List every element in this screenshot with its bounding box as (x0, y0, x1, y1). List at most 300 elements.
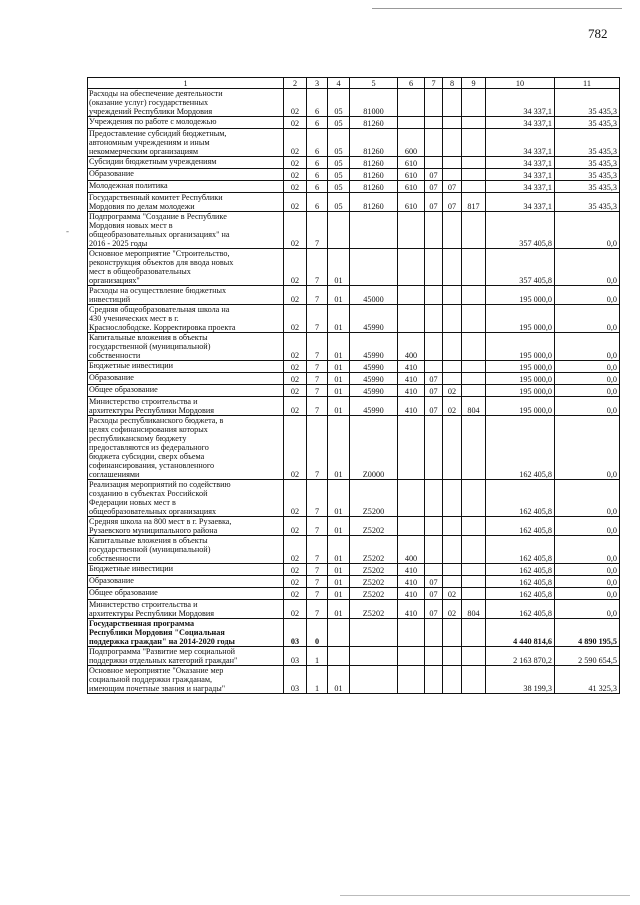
col7-cell (425, 416, 443, 480)
col4-cell: 05 (328, 193, 350, 212)
col8-cell: 02 (443, 385, 462, 397)
col6-cell (398, 249, 425, 286)
amount-col10-cell: 34 337,1 (486, 181, 555, 193)
amount-col11-cell: 0,0 (555, 361, 620, 373)
col4-cell: 01 (328, 588, 350, 600)
col6-cell: 400 (398, 536, 425, 564)
col4-cell: 05 (328, 181, 350, 193)
col5-cell (350, 666, 398, 694)
table-row (88, 588, 620, 600)
amount-col11-cell: 0,0 (555, 397, 620, 416)
col2-cell: 02 (284, 385, 307, 397)
col-header-1: 1 (88, 78, 284, 89)
col2-cell: 02 (284, 129, 307, 157)
row-name-cell: Капитальные вложения в объекты государственной (муниципальной) собственности (88, 536, 284, 564)
col8-cell (443, 373, 462, 385)
col6-cell (398, 416, 425, 480)
amount-col11-cell: 35 435,3 (555, 89, 620, 117)
amount-col10-cell: 162 405,8 (486, 600, 555, 619)
col3-cell: 7 (307, 600, 328, 619)
col4-cell: 05 (328, 129, 350, 157)
col8-cell: 07 (443, 193, 462, 212)
col-header-11: 11 (555, 78, 620, 89)
col7-cell: 07 (425, 373, 443, 385)
col7-cell: 07 (425, 576, 443, 588)
col7-cell: 07 (425, 600, 443, 619)
col7-cell (425, 361, 443, 373)
col7-cell (425, 333, 443, 361)
col8-cell (443, 169, 462, 181)
amount-col10-cell: 162 405,8 (486, 576, 555, 588)
row-name-cell: Реализация мероприятий по содействию созданию в субъектах Российской Федерации новых мест в общеобразовательных организациях (88, 480, 284, 517)
col5-cell: 45000 (350, 286, 398, 305)
amount-col10-cell: 34 337,1 (486, 193, 555, 212)
col3-cell: 7 (307, 536, 328, 564)
col2-cell: 02 (284, 576, 307, 588)
col4-cell: 01 (328, 536, 350, 564)
col6-cell (398, 647, 425, 666)
budget-table (87, 77, 620, 694)
col-header-8: 8 (443, 78, 462, 89)
col5-cell: Z5202 (350, 517, 398, 536)
col9-cell (462, 647, 486, 666)
amount-col11-cell: 41 325,3 (555, 666, 620, 694)
col3-cell: 0 (307, 619, 328, 647)
col3-cell: 6 (307, 117, 328, 129)
col2-cell: 02 (284, 333, 307, 361)
col3-cell: 7 (307, 517, 328, 536)
amount-col11-cell: 35 435,3 (555, 181, 620, 193)
amount-col11-cell: 4 890 195,5 (555, 619, 620, 647)
col7-cell: 07 (425, 193, 443, 212)
col2-cell: 02 (284, 517, 307, 536)
col5-cell: 81260 (350, 181, 398, 193)
col-header-5: 5 (350, 78, 398, 89)
col5-cell (350, 212, 398, 249)
row-name-cell: Общее образование (88, 385, 284, 397)
col2-cell: 02 (284, 480, 307, 517)
col8-cell (443, 361, 462, 373)
col3-cell: 7 (307, 373, 328, 385)
amount-col11-cell: 0,0 (555, 536, 620, 564)
col7-cell (425, 249, 443, 286)
col3-cell: 7 (307, 397, 328, 416)
col8-cell (443, 480, 462, 517)
col5-cell: 45990 (350, 305, 398, 333)
amount-col11-cell: 35 435,3 (555, 169, 620, 181)
amount-col10-cell: 357 405,8 (486, 249, 555, 286)
col4-cell: 05 (328, 169, 350, 181)
row-name-cell: Средняя общеобразовательная школа на 430 ученических мест в г. Краснослободске. Корректировка проекта (88, 305, 284, 333)
row-name-cell: Учреждения по работе с молодежью (88, 117, 284, 129)
col5-cell: 81000 (350, 89, 398, 117)
col9-cell (462, 117, 486, 129)
amount-col11-cell: 0,0 (555, 416, 620, 480)
table-row (88, 117, 620, 129)
row-name-cell: Расходы на осуществление бюджетных инвестиций (88, 286, 284, 305)
col8-cell (443, 249, 462, 286)
col4-cell: 01 (328, 249, 350, 286)
col5-cell: 45990 (350, 385, 398, 397)
col5-cell (350, 249, 398, 286)
col7-cell (425, 157, 443, 169)
col-header-7: 7 (425, 78, 443, 89)
table-row (88, 647, 620, 666)
bottom-rule (340, 895, 630, 896)
amount-col11-cell: 0,0 (555, 480, 620, 517)
col5-cell: 45990 (350, 397, 398, 416)
amount-col11-cell: 35 435,3 (555, 129, 620, 157)
col7-cell (425, 647, 443, 666)
col8-cell (443, 212, 462, 249)
table-row (88, 517, 620, 536)
amount-col11-cell: 2 590 654,5 (555, 647, 620, 666)
row-name-cell: Средняя школа на 800 мест в г. Рузаевка, Рузаевского муниципального района (88, 517, 284, 536)
col8-cell (443, 129, 462, 157)
col8-cell: 02 (443, 397, 462, 416)
amount-col11-cell: 35 435,3 (555, 157, 620, 169)
col8-cell (443, 576, 462, 588)
table-row (88, 305, 620, 333)
col3-cell: 7 (307, 588, 328, 600)
amount-col10-cell: 34 337,1 (486, 169, 555, 181)
col2-cell: 02 (284, 212, 307, 249)
col9-cell (462, 666, 486, 694)
row-name-cell: Образование (88, 373, 284, 385)
row-name-cell: Основное мероприятие "Строительство, реконструкция объектов для ввода новых мест в общеобразовательных организациях" (88, 249, 284, 286)
col3-cell: 7 (307, 480, 328, 517)
col8-cell (443, 619, 462, 647)
col8-cell (443, 517, 462, 536)
col8-cell (443, 564, 462, 576)
col3-cell: 7 (307, 212, 328, 249)
col2-cell: 02 (284, 286, 307, 305)
col4-cell: 01 (328, 286, 350, 305)
col7-cell (425, 480, 443, 517)
col8-cell (443, 305, 462, 333)
col9-cell: 804 (462, 600, 486, 619)
row-name-cell: Министерство строительства и архитектуры Республики Мордовия (88, 397, 284, 416)
amount-col10-cell: 34 337,1 (486, 129, 555, 157)
amount-col10-cell: 195 000,0 (486, 361, 555, 373)
col4-cell: 01 (328, 416, 350, 480)
col4-cell (328, 647, 350, 666)
col2-cell: 02 (284, 117, 307, 129)
col9-cell (462, 89, 486, 117)
amount-col10-cell: 4 440 814,6 (486, 619, 555, 647)
col4-cell (328, 619, 350, 647)
col6-cell (398, 117, 425, 129)
col4-cell: 01 (328, 373, 350, 385)
col3-cell: 6 (307, 129, 328, 157)
col5-cell: Z5202 (350, 564, 398, 576)
col4-cell: 05 (328, 157, 350, 169)
col5-cell: 81260 (350, 157, 398, 169)
col9-cell (462, 169, 486, 181)
col9-cell (462, 333, 486, 361)
col3-cell: 7 (307, 416, 328, 480)
table-row (88, 536, 620, 564)
col5-cell: 81260 (350, 169, 398, 181)
row-name-cell: Образование (88, 169, 284, 181)
col9-cell (462, 373, 486, 385)
amount-col10-cell: 195 000,0 (486, 397, 555, 416)
col8-cell (443, 89, 462, 117)
amount-col11-cell: 0,0 (555, 385, 620, 397)
col3-cell: 7 (307, 361, 328, 373)
table-row (88, 181, 620, 193)
amount-col10-cell: 195 000,0 (486, 333, 555, 361)
margin-mark: - (66, 226, 69, 236)
col2-cell: 02 (284, 416, 307, 480)
col6-cell (398, 212, 425, 249)
table-row (88, 169, 620, 181)
amount-col10-cell: 162 405,8 (486, 416, 555, 480)
col3-cell: 7 (307, 576, 328, 588)
col3-cell: 7 (307, 305, 328, 333)
col9-cell (462, 619, 486, 647)
col2-cell: 02 (284, 397, 307, 416)
table-row (88, 333, 620, 361)
col6-cell (398, 305, 425, 333)
col9-cell (462, 249, 486, 286)
amount-col10-cell: 195 000,0 (486, 385, 555, 397)
page-number: 782 (588, 26, 608, 41)
col6-cell (398, 286, 425, 305)
col8-cell (443, 536, 462, 564)
col4-cell: 01 (328, 385, 350, 397)
table-row (88, 89, 620, 117)
header-row (88, 78, 620, 89)
col6-cell: 410 (398, 373, 425, 385)
row-name-cell: Субсидии бюджетным учреждениям (88, 157, 284, 169)
col2-cell: 02 (284, 564, 307, 576)
col9-cell (462, 536, 486, 564)
col5-cell (350, 619, 398, 647)
table-row (88, 249, 620, 286)
row-name-cell: Образование (88, 576, 284, 588)
amount-col11-cell: 0,0 (555, 305, 620, 333)
amount-col10-cell: 195 000,0 (486, 373, 555, 385)
col5-cell: 81260 (350, 129, 398, 157)
col5-cell: Z5202 (350, 588, 398, 600)
col9-cell (462, 212, 486, 249)
col3-cell: 7 (307, 564, 328, 576)
col9-cell (462, 416, 486, 480)
amount-col11-cell: 35 435,3 (555, 193, 620, 212)
col-header-10: 10 (486, 78, 555, 89)
amount-col11-cell: 0,0 (555, 564, 620, 576)
col4-cell: 01 (328, 333, 350, 361)
col5-cell: Z0000 (350, 416, 398, 480)
col8-cell (443, 286, 462, 305)
col6-cell: 610 (398, 169, 425, 181)
col3-cell: 6 (307, 169, 328, 181)
amount-col11-cell: 0,0 (555, 286, 620, 305)
table-row (88, 576, 620, 588)
col2-cell: 02 (284, 305, 307, 333)
top-rule (372, 8, 622, 9)
row-name-cell: Общее образование (88, 588, 284, 600)
col-header-2: 2 (284, 78, 307, 89)
amount-col10-cell: 162 405,8 (486, 588, 555, 600)
table-row (88, 600, 620, 619)
table-row (88, 480, 620, 517)
col9-cell (462, 588, 486, 600)
col8-cell (443, 666, 462, 694)
col9-cell (462, 181, 486, 193)
col6-cell: 410 (398, 385, 425, 397)
col7-cell (425, 129, 443, 157)
amount-col11-cell: 35 435,3 (555, 117, 620, 129)
col7-cell: 07 (425, 169, 443, 181)
table-row (88, 286, 620, 305)
table-row (88, 157, 620, 169)
col6-cell: 410 (398, 600, 425, 619)
col6-cell: 410 (398, 397, 425, 416)
col4-cell: 01 (328, 361, 350, 373)
table-row (88, 564, 620, 576)
col6-cell: 410 (398, 576, 425, 588)
col7-cell: 07 (425, 181, 443, 193)
amount-col10-cell: 34 337,1 (486, 89, 555, 117)
col7-cell (425, 517, 443, 536)
table-row (88, 361, 620, 373)
row-name-cell: Расходы на обеспечение деятельности (оказание услуг) государственных учреждений Республики Мордовия (88, 89, 284, 117)
table-row (88, 397, 620, 416)
amount-col10-cell: 162 405,8 (486, 564, 555, 576)
table-row (88, 416, 620, 480)
col4-cell: 01 (328, 305, 350, 333)
table-row (88, 373, 620, 385)
col2-cell: 02 (284, 169, 307, 181)
row-name-cell: Министерство строительства и архитектуры Республики Мордовия (88, 600, 284, 619)
col9-cell (462, 286, 486, 305)
col2-cell: 02 (284, 361, 307, 373)
col3-cell: 6 (307, 157, 328, 169)
col9-cell (462, 361, 486, 373)
col-header-3: 3 (307, 78, 328, 89)
amount-col10-cell: 162 405,8 (486, 480, 555, 517)
col4-cell: 05 (328, 117, 350, 129)
table-row (88, 619, 620, 647)
col7-cell (425, 536, 443, 564)
col8-cell (443, 416, 462, 480)
table-row (88, 193, 620, 212)
amount-col11-cell: 0,0 (555, 600, 620, 619)
col9-cell (462, 385, 486, 397)
amount-col10-cell: 34 337,1 (486, 157, 555, 169)
col2-cell: 02 (284, 373, 307, 385)
col9-cell (462, 576, 486, 588)
col5-cell: 45990 (350, 361, 398, 373)
amount-col10-cell: 195 000,0 (486, 286, 555, 305)
col6-cell (398, 89, 425, 117)
col7-cell: 07 (425, 397, 443, 416)
row-name-cell: Государственный комитет Республики Мордовия по делам молодежи (88, 193, 284, 212)
col6-cell: 610 (398, 157, 425, 169)
col8-cell (443, 117, 462, 129)
table-row (88, 129, 620, 157)
col5-cell: Z5202 (350, 536, 398, 564)
amount-col11-cell: 0,0 (555, 588, 620, 600)
col6-cell: 410 (398, 361, 425, 373)
amount-col10-cell: 34 337,1 (486, 117, 555, 129)
table-body (88, 89, 620, 694)
col9-cell (462, 129, 486, 157)
col7-cell: 07 (425, 385, 443, 397)
amount-col11-cell: 0,0 (555, 576, 620, 588)
col3-cell: 7 (307, 286, 328, 305)
col2-cell: 03 (284, 619, 307, 647)
col4-cell: 01 (328, 564, 350, 576)
amount-col11-cell: 0,0 (555, 333, 620, 361)
row-name-cell: Подпрограмма "Развитие мер социальной поддержки отдельных категорий граждан" (88, 647, 284, 666)
col2-cell: 02 (284, 249, 307, 286)
col4-cell (328, 212, 350, 249)
amount-col10-cell: 38 199,3 (486, 666, 555, 694)
col3-cell: 6 (307, 193, 328, 212)
col8-cell: 02 (443, 588, 462, 600)
col8-cell: 02 (443, 600, 462, 619)
col3-cell: 7 (307, 249, 328, 286)
col2-cell: 02 (284, 193, 307, 212)
col2-cell: 02 (284, 157, 307, 169)
col6-cell: 410 (398, 564, 425, 576)
col6-cell: 400 (398, 333, 425, 361)
table-row (88, 385, 620, 397)
col7-cell (425, 117, 443, 129)
col9-cell: 817 (462, 193, 486, 212)
col6-cell (398, 517, 425, 536)
table-row (88, 666, 620, 694)
amount-col11-cell: 0,0 (555, 373, 620, 385)
col2-cell: 02 (284, 536, 307, 564)
col3-cell: 1 (307, 647, 328, 666)
table-row (88, 212, 620, 249)
col7-cell (425, 564, 443, 576)
col4-cell: 01 (328, 576, 350, 588)
amount-col10-cell: 162 405,8 (486, 536, 555, 564)
col8-cell (443, 157, 462, 169)
col2-cell: 02 (284, 600, 307, 619)
col-header-4: 4 (328, 78, 350, 89)
amount-col10-cell: 2 163 870,2 (486, 647, 555, 666)
col6-cell: 610 (398, 193, 425, 212)
col6-cell (398, 666, 425, 694)
col9-cell (462, 517, 486, 536)
row-name-cell: Молодежная политика (88, 181, 284, 193)
col7-cell (425, 286, 443, 305)
col6-cell: 410 (398, 588, 425, 600)
col4-cell: 01 (328, 397, 350, 416)
col5-cell: 45990 (350, 373, 398, 385)
col-header-6: 6 (398, 78, 425, 89)
row-name-cell: Предоставление субсидий бюджетным, автономным учреждениям и иным некоммерческим организациям (88, 129, 284, 157)
col6-cell (398, 619, 425, 647)
col9-cell (462, 305, 486, 333)
col6-cell (398, 480, 425, 517)
row-name-cell: Бюджетные инвестиции (88, 564, 284, 576)
col7-cell (425, 666, 443, 694)
row-name-cell: Подпрограмма "Создание в Республике Мордовия новых мест в общеобразовательных организациях" на 2016 - 2025 годы (88, 212, 284, 249)
col5-cell: Z5200 (350, 480, 398, 517)
col2-cell: 02 (284, 181, 307, 193)
col4-cell: 01 (328, 600, 350, 619)
col5-cell: Z5202 (350, 576, 398, 588)
col2-cell: 02 (284, 588, 307, 600)
col3-cell: 7 (307, 333, 328, 361)
